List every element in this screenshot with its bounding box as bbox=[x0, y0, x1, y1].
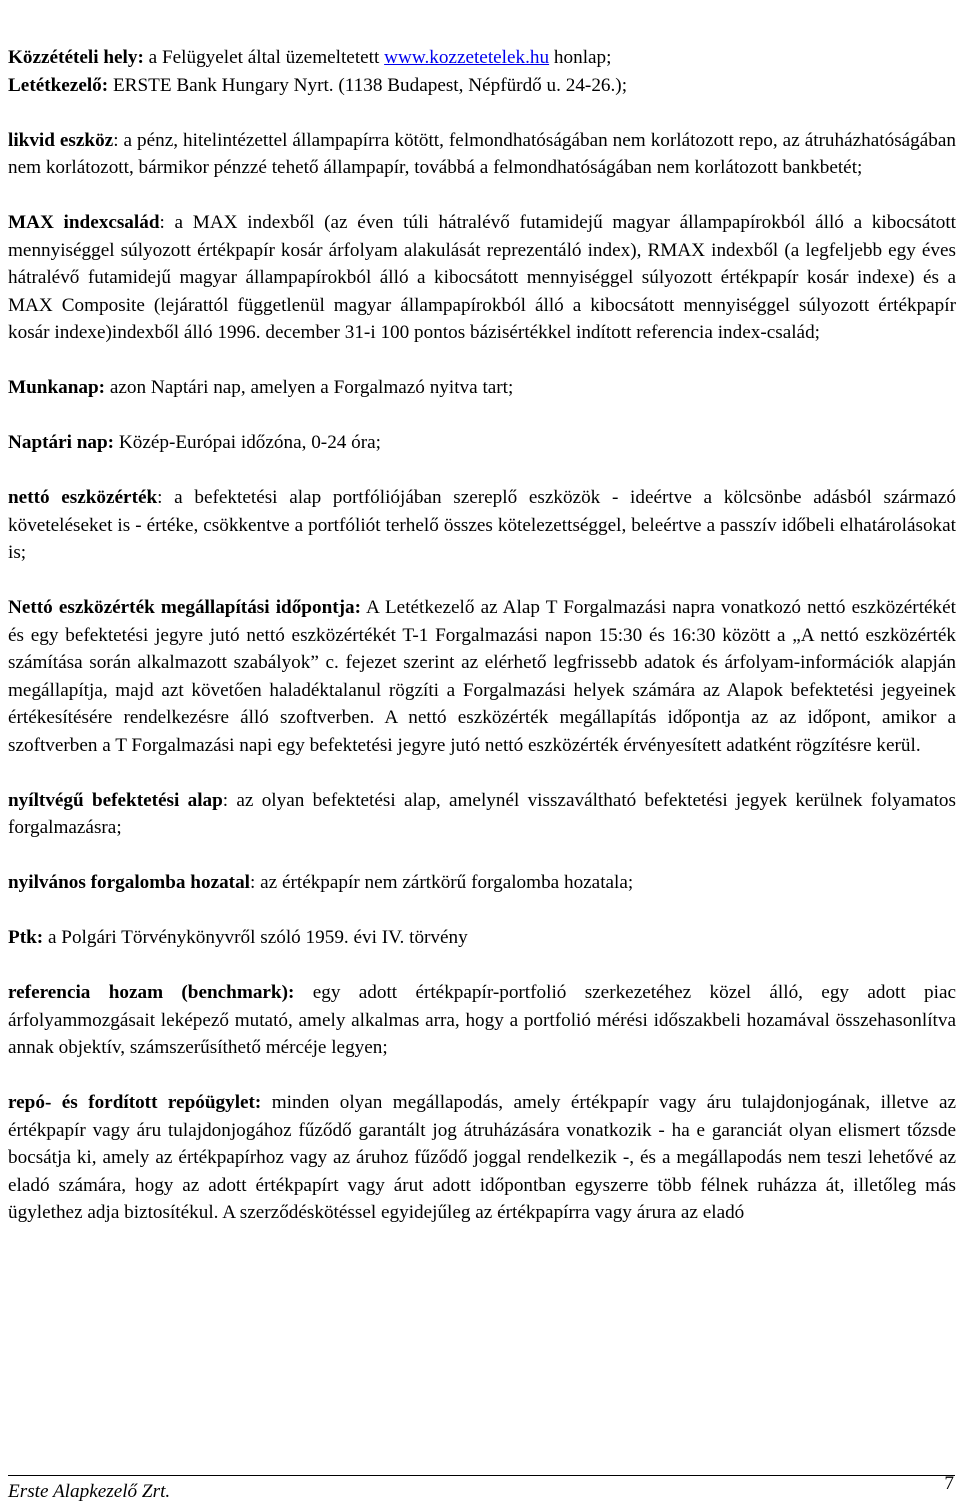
website-link[interactable]: www.kozzetetelek.hu bbox=[384, 47, 550, 68]
definition-paragraph bbox=[8, 44, 956, 72]
definition-paragraph bbox=[8, 1089, 956, 1227]
definition-text: ERSTE Bank Hungary Nyrt. (1138 Budapest, Népfürdő u. 24-26.); bbox=[108, 74, 628, 96]
definition-text: A Letétkezelő az Alap T Forgalmazási napra vonatkozó nettó eszközértékét és egy befektetési jegyre jutó nettó eszközértékét T-1 Forgalmazási napon 15:30 és 16:30 között a „A nettó eszközérték számítása során alkalmazott szabályok” c. fejezet szerint az elérhető legfrissebb adatok és árfolyam-információk alapján megállapítja, majd azt követően haladéktalanul rögzíti a Forgalmazási helyek számára az Alapok befektetési jegyeinek értékesítésére rendelkezésre álló szoftverben. A nettó eszközérték megállapítás időpontja az az időpont, amikor a szoftverben a T Forgalmazási napi egy befektetési jegyre jutó nettó eszközérték érvényesített adatként rögzítésre kerül. bbox=[8, 597, 956, 756]
paragraph-spacer bbox=[8, 182, 956, 210]
page-number: 7 bbox=[944, 1473, 954, 1494]
definition-term: Munkanap: bbox=[8, 377, 106, 398]
definition-term: Nettó eszközérték megállapítási időpontja: bbox=[8, 597, 361, 618]
paragraph-spacer bbox=[8, 347, 956, 375]
paragraph-spacer bbox=[8, 842, 956, 870]
paragraph-spacer bbox=[8, 567, 956, 595]
paragraph-spacer bbox=[8, 897, 956, 925]
paragraph-spacer bbox=[8, 402, 956, 430]
footer-rule bbox=[8, 1475, 955, 1476]
definition-term: repó- és fordított repóügylet: bbox=[8, 1092, 262, 1113]
definition-text: a Polgári Törvénykönyvről szóló 1959. évi IV. törvény bbox=[43, 927, 468, 948]
definition-paragraph bbox=[8, 594, 956, 759]
definition-term: nyilvános forgalomba hozatal bbox=[8, 872, 250, 893]
paragraph-spacer bbox=[8, 1062, 956, 1090]
definition-paragraph bbox=[8, 924, 956, 952]
document-body bbox=[8, 44, 956, 1227]
definition-term: nettó eszközérték bbox=[8, 487, 158, 508]
definition-text: : az értékpapír nem zártkörű forgalomba hozatala; bbox=[250, 872, 634, 893]
definition-text: : az olyan befektetési alap, amelynél visszaváltható befektetési jegyek kerülnek folyamatos forgalmazásra; bbox=[8, 789, 956, 838]
definition-paragraph bbox=[8, 869, 956, 897]
definition-term: Letétkezelő: bbox=[8, 74, 109, 96]
definition-term: Ptk: bbox=[8, 927, 44, 948]
paragraph-spacer bbox=[8, 99, 956, 127]
paragraph-spacer bbox=[8, 457, 956, 485]
definition-text: minden olyan megállapodás, amely értékpapír vagy áru tulajdonjogának, illetve az értékpapír vagy áru tulajdonjogához fűződő garantált jog átruházására vonatkozik - ha e garanciát olyan elismert tőzsde bocsátja ki, amely az értékpapírhoz vagy az áruhoz fűződő joggal rendelkezik -, és a megállapodás nem teszi lehetővé az eladó számára, hogy az adott értékpapírt vagy árut adott időpontban egyszerre több félnek ruházza át, illetőleg más ügylethez adja biztosítékul. A szerződéskötéssel egyidejűleg az értékpapírra vagy árura az eladó bbox=[8, 1092, 956, 1223]
footer-company: Erste Alapkezelő Zrt. bbox=[8, 1481, 171, 1502]
definition-paragraph bbox=[8, 209, 956, 347]
definition-text: honlap; bbox=[549, 47, 612, 68]
definition-text: egy adott értékpapír-portfolió szerkezetéhez közel álló, egy adott piac árfolyammozgásait leképező mutató, amely alkalmas arra, hogy a portfolió mérési időszakbeli hozamával összehasonlítva annak objektív, számszerűsíthető mércéje legyen; bbox=[8, 982, 956, 1058]
definition-term: likvid eszköz bbox=[8, 129, 114, 151]
definition-term: Közzétételi hely: bbox=[8, 47, 144, 68]
definition-term: nyíltvégű befektetési alap bbox=[8, 789, 223, 811]
definition-paragraph bbox=[8, 979, 956, 1062]
definition-paragraph bbox=[8, 127, 956, 182]
definition-paragraph bbox=[8, 484, 956, 567]
definition-paragraph bbox=[8, 429, 956, 457]
definition-term: MAX indexcsalád bbox=[8, 212, 160, 233]
definition-text: a Felügyelet által üzemeltetett bbox=[143, 47, 385, 68]
definition-text: Közép-Európai időzóna, 0-24 óra; bbox=[114, 432, 382, 453]
definition-paragraph bbox=[8, 72, 956, 100]
definition-term: referencia hozam (benchmark): bbox=[8, 982, 295, 1003]
paragraph-spacer bbox=[8, 759, 956, 787]
definition-text: azon Naptári nap, amelyen a Forgalmazó nyitva tart; bbox=[105, 377, 514, 398]
definition-term: Naptári nap: bbox=[8, 432, 115, 453]
paragraph-spacer bbox=[8, 952, 956, 980]
definition-text: : a pénz, hitelintézettel állampapírra kötött, felmondhatóságában nem korlátozott repo, az átruházhatóságában nem korlátozott, bármikor pénzzé tehető állampapír, továbbá a felmondhatóságában nem korlátozott bankbetét; bbox=[8, 129, 956, 178]
definition-text: : a befektetési alap portfóliójában szereplő eszközök - ideértve a kölcsönbe adásból származó követeléseket is - értéke, csökkentve a portfóliót terhelő összes kötelezettséggel, beleértve a passzív időbeli elhatárolásokat is; bbox=[8, 487, 957, 563]
definition-paragraph bbox=[8, 374, 956, 402]
definition-paragraph bbox=[8, 787, 956, 842]
definition-text: : a MAX indexből (az éven túli hátralévő futamidejű magyar állampapírokból álló a kibocsátott mennyiséggel súlyozott értékpapír kosár árfolyam alakulását reprezentáló index), RMAX indexből (a legfeljebb egy éves hátralévő futamidejű magyar állampapírokból álló a kibocsátott mennyiséggel súlyozott értékpapír kosár indexe) és a MAX Composite (lejárattól függetlenül magyar állampapírokból álló a kibocsátott mennyiséggel súlyozott értékpapír kosár indexe)indexből álló 1996. december 31-i 100 pontos bázisértékkel indított referencia index-család; bbox=[8, 212, 956, 343]
